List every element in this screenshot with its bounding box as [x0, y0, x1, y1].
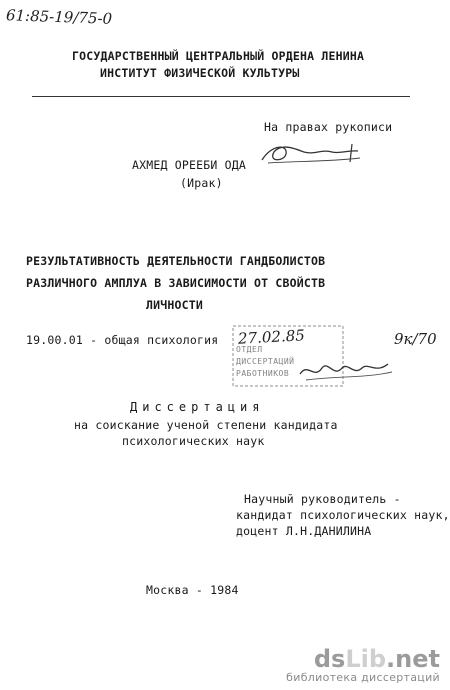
- institution-line-2: ИНСТИТУТ ФИЗИЧЕСКОЙ КУЛЬТУРЫ: [100, 66, 300, 80]
- stamp-date: 27.02.85: [237, 326, 306, 348]
- title-line-2: РАЗЛИЧНОГО АМПЛУА В ЗАВИСИМОСТИ ОТ СВОЙСТВ: [26, 276, 326, 290]
- stamp-handwritten-signature: [296, 354, 396, 384]
- stamp-line-3: РАБОТНИКОВ: [236, 369, 290, 378]
- stamp-line-2: ДИССЕРТАЦИЙ: [236, 357, 295, 366]
- specialty: 19.00.01 - общая психология: [26, 333, 219, 347]
- institution-line-1: ГОСУДАРСТВЕННЫЙ ЦЕНТРАЛЬНЫЙ ОРДЕНА ЛЕНИНА: [72, 49, 365, 63]
- dslib-subtitle: библиотека диссертаций: [286, 671, 440, 684]
- stamp-number: 9к/70: [394, 330, 437, 348]
- signature: [256, 140, 376, 168]
- city-year: Москва - 1984: [146, 583, 239, 597]
- dissertation-line-1: на соискание ученой степени кандидата: [74, 418, 338, 432]
- author-name: АХМЕД ОРЕЕБИ ОДА: [132, 158, 246, 172]
- manuscript-note: На правах рукописи: [264, 120, 393, 134]
- supervisor-line-1: Научный руководитель -: [244, 492, 401, 506]
- archive-code: 61:85-19/75-0: [5, 6, 113, 28]
- dslib-watermark: [286, 647, 440, 684]
- stamp-line-1: ОТДЕЛ: [236, 345, 263, 354]
- title-line-1: РЕЗУЛЬТАТИВНОСТЬ ДЕЯТЕЛЬНОСТИ ГАНДБОЛИСТОВ: [26, 254, 326, 268]
- author-country: (Ирак): [180, 176, 223, 190]
- dslib-logo: dsLib.net: [313, 645, 440, 673]
- title-line-3: ЛИЧНОСТИ: [146, 298, 203, 312]
- header-rule: [32, 96, 410, 97]
- dissertation-line-2: психологических наук: [122, 434, 265, 448]
- supervisor-line-2: кандидат психологических наук,: [236, 508, 450, 522]
- dissertation-heading: Диссертация: [130, 400, 265, 414]
- supervisor-line-3: доцент Л.Н.ДАНИЛИНА: [236, 524, 372, 538]
